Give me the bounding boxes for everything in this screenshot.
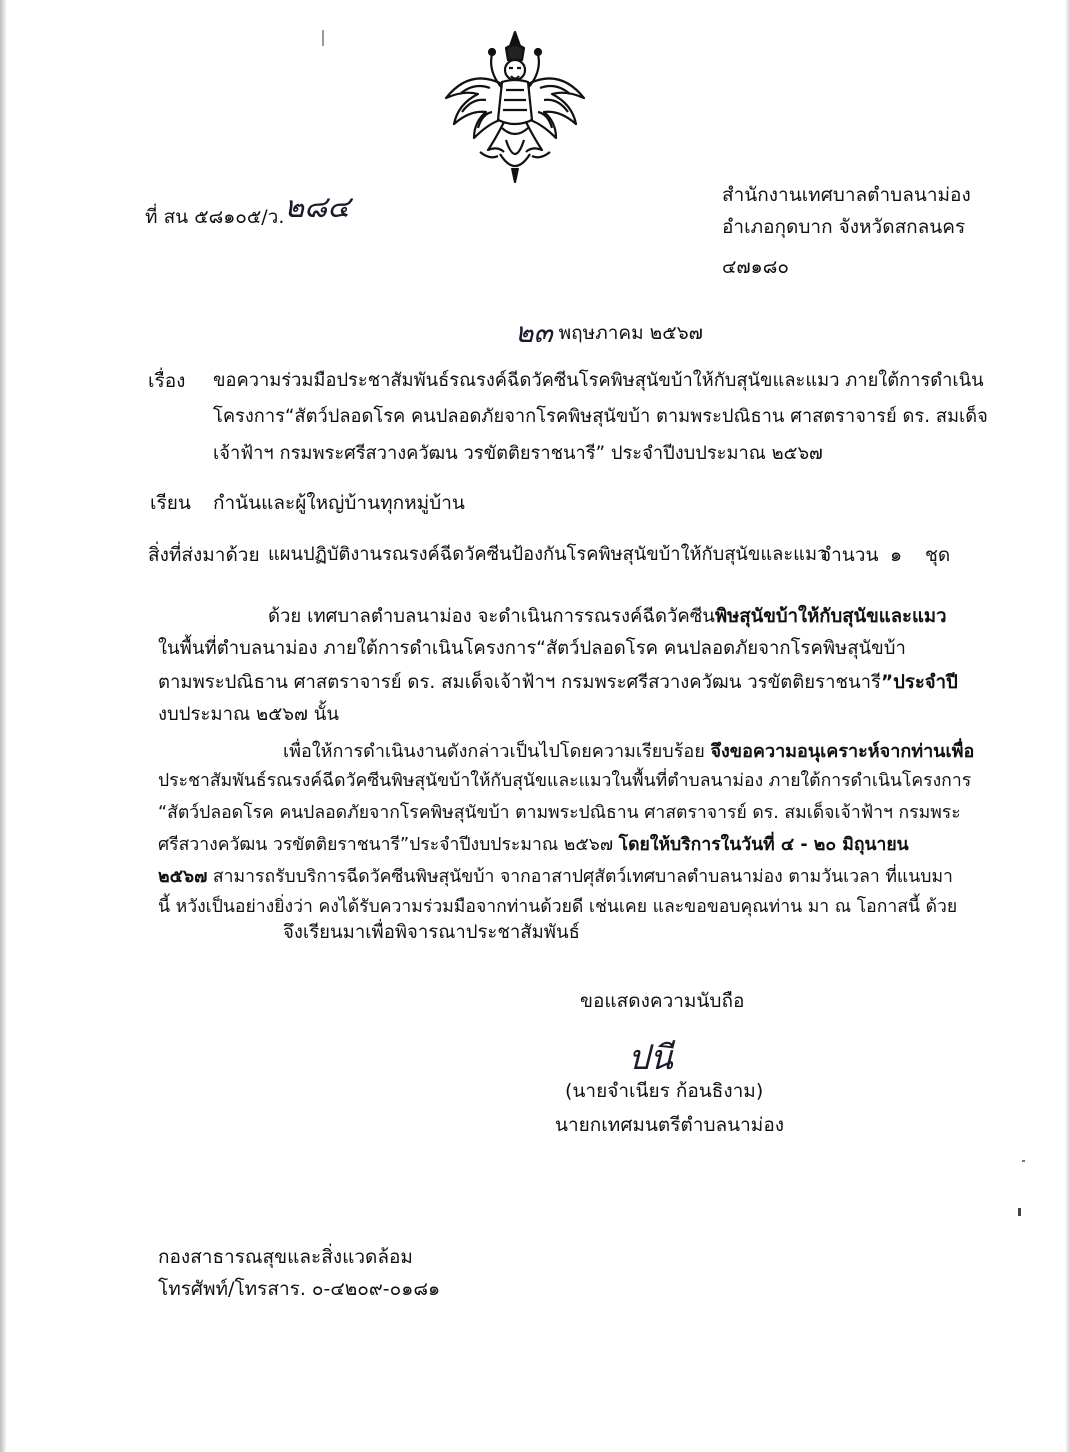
enclosure-text: แผนปฏิบัติงานรณรงค์ฉีดวัคซีนป้องกันโรคพิษสุนัขบ้าให้กับสุนัขและแมว bbox=[268, 544, 828, 565]
body-p1-line-3-text: ตามพระปณิธาน ศาสตราจารย์ ดร. สมเด็จเจ้าฟ้าฯ กรมพระศรีสวางควัฒน วรขัตติยราชนารี bbox=[158, 672, 881, 693]
recipient-text: กำนันและผู้ใหญ่บ้านทุกหมู่บ้าน bbox=[213, 492, 465, 514]
date-month-year: พฤษภาคม ๒๕๖๗ bbox=[558, 322, 703, 344]
footer-division: กองสาธารณสุขและสิ่งแวดล้อม bbox=[158, 1246, 413, 1268]
document-number-label: ที่ สน ๕๘๑๐๕/ว. bbox=[145, 206, 285, 228]
garuda-emblem-icon bbox=[440, 28, 590, 186]
body-p2-line-1 bbox=[283, 736, 974, 765]
body-p1-line-1-text: ด้วย เทศบาลตำบลนาม่อง จะดำเนินการรณรงค์ฉีดวัคซีน bbox=[268, 606, 715, 627]
document-number-handwritten: ๒๘๔ bbox=[284, 190, 350, 225]
scan-speck bbox=[322, 30, 324, 46]
signatory-position: นายกเทศมนตรีตำบลนาม่อง bbox=[555, 1114, 785, 1136]
signatory-name: (นายจำเนียร ก้อนธิงาม) bbox=[565, 1080, 764, 1102]
body-p2-line-3: “สัตว์ปลอดโรค คนปลอดภัยจากโรคพิษสุนัขบ้า ตามพระปณิธาน ศาสตราจารย์ ดร. สมเด็จเจ้าฟ้าฯ กรมพระ bbox=[158, 803, 961, 823]
letter-date bbox=[515, 308, 703, 352]
body-p2-line-2: ประชาสัมพันธ์รณรงค์ฉีดวัคซีนพิษสุนัขบ้าให้กับสุนัขและแมวในพื้นที่ตำบลนาม่อง ภายใต้การดำเนินโครงการ bbox=[158, 771, 972, 791]
body-p1-line-2: ในพื้นที่ตำบลนาม่อง ภายใต้การดำเนินโครงการ“สัตว์ปลอดโรค คนปลอดภัยจากโรคพิษสุนัขบ้า bbox=[158, 638, 906, 659]
subject-line-1: ขอความร่วมมือประชาสัมพันธ์รณรงค์ฉีดวัคซีนโรคพิษสุนัขบ้าให้กับสุนัขและแมว ภายใต้การดำเนิน bbox=[213, 370, 984, 391]
body-p2-line-5-bold: ๒๕๖๗ bbox=[158, 867, 208, 887]
body-p2-line-6: นี้ หวังเป็นอย่างยิ่งว่า คงได้รับความร่วมมือจากท่านด้วยดี เช่นเคย และขอขอบคุณท่าน มา ณ โอกาสนี้ ด้วย bbox=[158, 897, 958, 917]
subject-line-3: เจ้าฟ้าฯ กรมพระศรีสวางควัฒน วรขัตติยราชนารี” ประจำปีงบประมาณ ๒๕๖๗ bbox=[213, 443, 823, 464]
body-p1-line-3-bold: ”ประจำปี bbox=[880, 672, 958, 693]
office-name: สำนักงานเทศบาลตำบลนาม่อง bbox=[722, 184, 971, 206]
body-p2-line-1-text: เพื่อให้การดำเนินงานดังกล่าวเป็นไปโดยความเรียบร้อย bbox=[283, 741, 711, 762]
body-p2-line-5-text: สามารถรับบริการฉีดวัคซีนพิษสุนัขบ้า จากอาสาปศุสัตว์เทศบาลตำบลนาม่อง ตามวันเวลา ที่แนบมา bbox=[207, 867, 953, 887]
subject-label: เรื่อง bbox=[148, 370, 186, 392]
body-p2-line-1-bold: จึงขอความอนุเคราะห์จากท่านเพื่อ bbox=[710, 741, 975, 762]
recipient-label: เรียน bbox=[150, 492, 191, 514]
enclosure-unit: ชุด bbox=[925, 544, 951, 566]
scan-edge-right bbox=[1065, 0, 1070, 1452]
enclosure-qty-label: จำนวน bbox=[820, 544, 879, 566]
office-district: อำเภอกุดบาก จังหวัดสกลนคร bbox=[722, 216, 966, 238]
body-p1-line-3 bbox=[158, 668, 958, 697]
body-p2-line-5 bbox=[158, 862, 953, 890]
body-p2-line-4-text: ศรีสวางควัฒน วรขัตติยราชนารี”ประจำปีงบประมาณ ๒๕๖๗ bbox=[158, 835, 619, 855]
body-p2-line-4 bbox=[158, 830, 909, 858]
closing-regards: ขอแสดงความนับถือ bbox=[580, 990, 745, 1012]
body-p1-line-4: งบประมาณ ๒๕๖๗ นั้น bbox=[158, 704, 340, 725]
office-postcode: ๔๗๑๘๐ bbox=[722, 256, 789, 278]
body-p3: จึงเรียนมาเพื่อพิจารณาประชาสัมพันธ์ bbox=[283, 922, 580, 943]
enclosure-qty: ๑ bbox=[890, 544, 903, 566]
date-day-handwritten: ๒๓ bbox=[515, 316, 553, 349]
subject-line-2: โครงการ“สัตว์ปลอดโรค คนปลอดภัยจากโรคพิษสุนัขบ้า ตามพระปณิธาน ศาสตราจารย์ ดร. สมเด็จ bbox=[213, 406, 988, 427]
body-p1-line-1-bold: พิษสุนัขบ้าให้กับสุนัขและแมว bbox=[714, 606, 947, 627]
footer-phone: โทรศัพท์/โทรสาร. ๐-๔๒๐๙-๐๑๘๑ bbox=[158, 1278, 441, 1300]
body-p2-line-4-bold: โดยให้บริการในวันที่ ๔ - ๒๐ มิถุนายน bbox=[618, 835, 909, 855]
signature: ปนี bbox=[628, 1038, 673, 1078]
scan-edge-left bbox=[0, 0, 6, 1452]
enclosure-label: สิ่งที่ส่งมาด้วย bbox=[148, 544, 260, 566]
document-number bbox=[145, 190, 350, 237]
body-p1-line-1 bbox=[268, 602, 947, 631]
scan-speck bbox=[1018, 1208, 1021, 1216]
scan-speck bbox=[1022, 1160, 1025, 1162]
